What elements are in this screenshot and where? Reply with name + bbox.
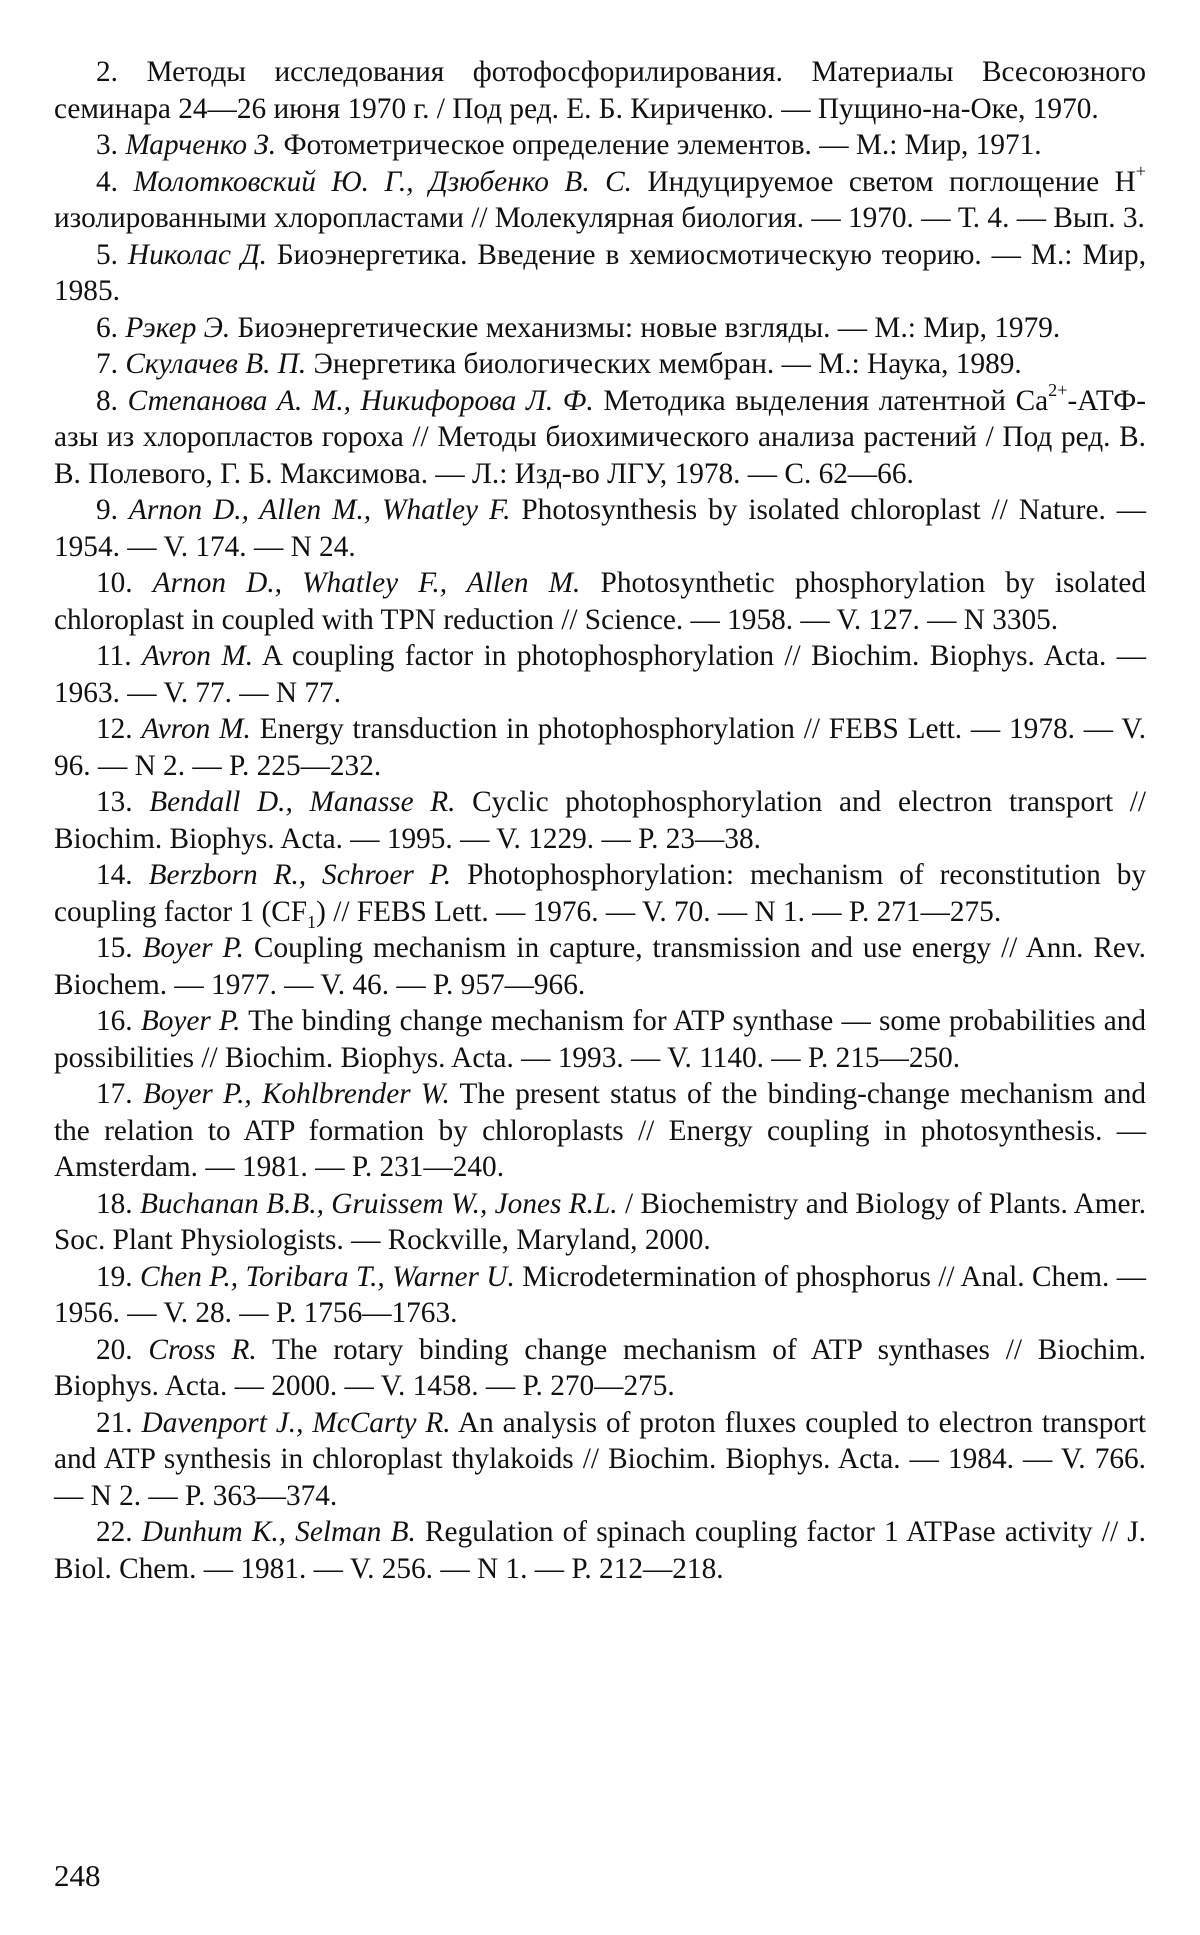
reference-list <box>54 54 1146 1587</box>
reference-text-part: Индуцируемое светом поглощение H <box>647 165 1136 198</box>
reference-item <box>54 1076 1146 1186</box>
reference-number: 13. <box>96 786 133 818</box>
reference-text: -АТФ-азы из хлоропластов гороха // Методы биохимического анализа растений / Под ред. В. В. Полевого, Г. Б. Максимова. — Л.: Изд-во ЛГУ, 1978. — С. 62—66. <box>54 384 1146 490</box>
reference-number: 19. <box>96 1260 133 1293</box>
page-number: 248 <box>54 1858 101 1893</box>
reference-text: Фотометрическое определение элементов. — М.: Мир, 1971. <box>283 129 1042 161</box>
reference-text: Методы исследования фотофосфорилирования. Материалы Всесоюзного семинара 24—26 июня 1970 г. / Под ред. Е. Б. Кириченко. — Пущино-на-Оке, 1970. <box>54 56 1146 125</box>
reference-number: 8. <box>96 384 118 417</box>
reference-text: The rotary binding change mechanism of ATP synthases // Biochim. Biophys. Acta. — 2000. — V. 1458. — P. 270—275. <box>54 1333 1146 1402</box>
reference-item <box>54 492 1146 565</box>
reference-text: Биоэнергетические механизмы: новые взгляды. — М.: Мир, 1979. <box>237 311 1061 344</box>
reference-number: 18. <box>96 1187 133 1220</box>
reference-number: 5. <box>96 238 118 271</box>
reference-text: Cyclic photophosphorylation and electron transport // Biochim. Biophys. Acta. — 1995. — V. 1229. — P. 23—38. <box>54 786 1146 855</box>
reference-text: Photosynthetic phosphorylation by isolated chloroplast in coupled with TPN reduction // Science. — 1958. — V. 127. — N 3305. <box>54 567 1146 636</box>
reference-authors: Bendall D., Manasse R. <box>149 786 456 818</box>
reference-number: 6. <box>96 311 118 344</box>
reference-number: 15. <box>96 932 133 964</box>
reference-text: Photosynthesis by isolated chloroplast // Nature. — 1954. — V. 174. — N 24. <box>54 494 1146 563</box>
superscript: + <box>1135 161 1147 182</box>
reference-item <box>54 1186 1146 1259</box>
reference-number: 12. <box>96 713 133 745</box>
reference-authors: Chen P., Toribara T., Warner U. <box>140 1260 515 1293</box>
reference-authors: Степанова А. М., Никифорова Л. Ф. <box>127 384 594 417</box>
reference-authors: Boyer P. <box>142 932 244 964</box>
reference-number: 20. <box>96 1333 133 1366</box>
reference-authors: Dunhum K., Selman B. <box>141 1516 416 1548</box>
reference-number: 16. <box>96 1005 133 1037</box>
reference-text: ) // FEBS Lett. — 1976. — V. 70. — N 1. — P. 271—275. <box>316 895 1002 928</box>
reference-text: / Biochemistry and Biology of Plants. Amer. Soc. Plant Physiologists. — Rockville, Maryland, 2000. <box>54 1187 1147 1256</box>
reference-item <box>54 1405 1146 1515</box>
reference-item <box>54 638 1146 711</box>
reference-item <box>54 161 1147 237</box>
reference-item <box>54 54 1146 127</box>
reference-text: Regulation of spinach coupling factor 1 ATPase activity // J. Biol. Chem. — 1981. — V. 256. — N 1. — P. 212—218. <box>54 1516 1146 1585</box>
reference-text: Microdetermination of phosphorus // Anal. Chem. — 1956. — V. 28. — P. 1756—1763. <box>54 1260 1147 1329</box>
reference-text: изолированными хлоропластами // Молекулярная биология. — 1970. — Т. 4. — Вып. 3. <box>54 202 1145 234</box>
reference-authors: Cross R. <box>148 1333 257 1366</box>
reference-item <box>54 310 1146 347</box>
reference-authors: Марченко З. <box>125 129 277 161</box>
reference-number: 10. <box>96 567 133 599</box>
reference-authors: Buchanan B.B., Gruissem W., Jones R.L. <box>140 1187 618 1220</box>
reference-number: 11. <box>96 640 132 672</box>
reference-item <box>54 127 1146 164</box>
reference-authors: Avron M. <box>141 713 251 745</box>
reference-number: 9. <box>96 494 118 526</box>
reference-item <box>54 1259 1146 1332</box>
reference-authors: Arnon D., Allen M., Whatley F. <box>128 494 511 526</box>
reference-authors: Рэкер Э. <box>125 311 231 344</box>
reference-item <box>54 1514 1146 1587</box>
reference-item <box>54 711 1146 784</box>
reference-number: 22. <box>96 1516 133 1548</box>
reference-text-part: Photophosphorylation: mechanism of reconstitution by coupling factor 1 (CF <box>54 859 1146 928</box>
reference-number: 7. <box>96 348 118 380</box>
reference-item <box>54 930 1146 1003</box>
reference-item <box>54 346 1146 383</box>
reference-number: 21. <box>96 1406 133 1439</box>
reference-text-part: Методика выделения латентной Ca <box>603 384 1049 417</box>
reference-number: 14. <box>96 859 133 891</box>
reference-authors: Davenport J., McCarty R. <box>141 1406 451 1439</box>
superscript: 2+ <box>1048 380 1068 401</box>
reference-number: 4. <box>96 165 118 198</box>
reference-authors: Молотковский Ю. Г., Дзюбенко В. С. <box>133 165 633 198</box>
reference-text: Биоэнергетика. Введение в хемиосмотическую теорию. — М.: Мир, 1985. <box>54 238 1147 307</box>
reference-text: The present status of the binding-change mechanism and the relation to ATP formation by chloroplasts // Energy coupling in photosynthesis. — Amsterdam. — 1981. — P. 231—240. <box>54 1078 1146 1183</box>
reference-text: A coupling factor in photophosphorylation // Biochim. Biophys. Acta. — 1963. — V. 77. — N 77. <box>54 640 1147 709</box>
reference-authors: Николас Д. <box>127 238 267 271</box>
reference-item <box>54 380 1146 493</box>
reference-text: Энергетика биологических мембран. — М.: Наука, 1989. <box>313 348 1022 380</box>
reference-text: The binding change mechanism for ATP synthase — some probabilities and possibilities // Biochim. Biophys. Acta. — 1993. — V. 1140. — P. 215—250. <box>54 1005 1146 1074</box>
reference-authors: Скулачев В. П. <box>125 348 307 380</box>
reference-authors: Avron M. <box>142 640 254 672</box>
reference-item <box>54 1332 1146 1405</box>
reference-item <box>54 565 1146 638</box>
reference-item <box>54 857 1146 930</box>
reference-number: 3. <box>96 129 118 161</box>
reference-text: Coupling mechanism in capture, transmission and use energy // Ann. Rev. Biochem. — 1977. — V. 46. — P. 957—966. <box>54 932 1147 1001</box>
reference-authors: Arnon D., Whatley F., Allen M. <box>152 567 581 599</box>
reference-authors: Berzborn R., Schroer P. <box>148 859 452 891</box>
reference-authors: Boyer P. <box>140 1005 241 1037</box>
reference-authors: Boyer P., Kohlbrender W. <box>142 1078 450 1110</box>
reference-number: 17. <box>96 1078 133 1110</box>
reference-text: Energy transduction in photophosphorylation // FEBS Lett. — 1978. — V. 96. — N 2. — P. 225—232. <box>54 713 1147 782</box>
reference-item <box>54 237 1146 310</box>
subscript: 1 <box>307 911 317 932</box>
reference-item <box>54 784 1146 857</box>
reference-item <box>54 1003 1146 1076</box>
reference-text: An analysis of proton fluxes coupled to electron transport and ATP synthesis in chloroplast thylakoids // Biochim. Biophys. Acta. — 1984. — V. 766. — N 2. — P. 363—374. <box>54 1406 1146 1512</box>
reference-number: 2. <box>96 56 118 88</box>
